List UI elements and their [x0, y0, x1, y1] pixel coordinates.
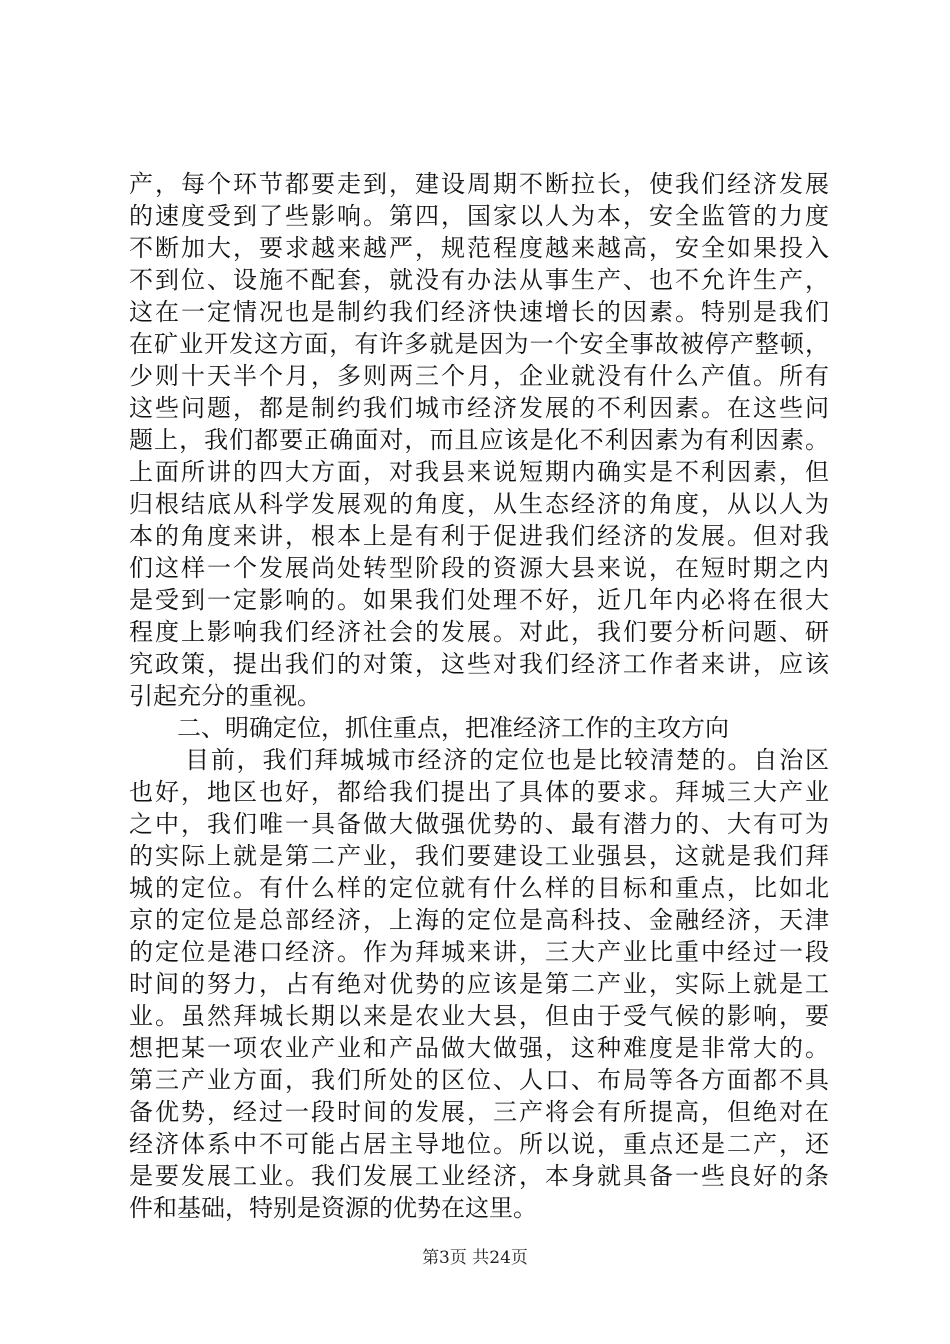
text-line: 归根结底从科学发展观的角度，从生态经济的角度，从以人为: [129, 490, 829, 518]
text-line: 是受到一定影响的。如果我们处理不好，近几年内必将在很大: [129, 586, 829, 614]
text-line: 目前，我们拜城城市经济的定位也是比较清楚的。自治区: [185, 746, 829, 774]
text-line: 第三产业方面，我们所处的区位、人口、布局等各方面都不具: [129, 1066, 829, 1094]
text-line: 究政策，提出我们的对策，这些对我们经济工作者来讲，应该: [129, 650, 829, 678]
text-line: 上面所讲的四大方面，对我县来说短期内确实是不利因素，但: [129, 458, 829, 486]
text-line: 城的定位。有什么样的定位就有什么样的目标和重点，比如北: [129, 874, 829, 902]
text-line: 引起充分的重视。: [129, 682, 321, 710]
text-line: 是要发展工业。我们发展工业经济，本身就具备一些良好的条: [129, 1162, 829, 1190]
text-line: 京的定位是总部经济，上海的定位是高科技、金融经济，天津: [129, 906, 829, 934]
text-line: 题上，我们都要正确面对，而且应该是化不利因素为有利因素。: [129, 426, 829, 454]
text-line: 件和基础，特别是资源的优势在这里。: [129, 1194, 537, 1222]
text-line: 不到位、设施不配套，就没有办法从事生产、也不允许生产，: [129, 266, 829, 294]
text-line: 时间的努力，占有绝对优势的应该是第二产业，实际上就是工: [129, 970, 829, 998]
text-line: 这在一定情况也是制约我们经济快速增长的因素。特别是我们: [129, 298, 829, 326]
paragraph: [129, 168, 829, 712]
text-line: 不断加大，要求越来越严，规范程度越来越高，安全如果投入: [129, 234, 829, 262]
page-number: 第3页 共24页: [422, 1248, 528, 1268]
text-line: 少则十天半个月，多则两三个月，企业就没有什么产值。所有: [129, 362, 829, 390]
text-line: 的定位是港口经济。作为拜城来讲，三大产业比重中经过一段: [129, 938, 829, 966]
text-line: 的实际上就是第二产业，我们要建设工业强县，这就是我们拜: [129, 842, 829, 870]
text-line: 们这样一个发展尚处转型阶段的资源大县来说，在短时期之内: [129, 554, 829, 582]
text-line: 程度上影响我们经济社会的发展。对此，我们要分析问题、研: [129, 618, 829, 646]
text-line: 这些问题，都是制约我们城市经济发展的不利因素。在这些问: [129, 394, 829, 422]
text-line: 想把某一项农业产业和产品做大做强，这种难度是非常大的。: [129, 1034, 829, 1062]
text-line: 备优势，经过一段时间的发展，三产将会有所提高，但绝对在: [129, 1098, 829, 1126]
text-line: 的速度受到了些影响。第四，国家以人为本，安全监管的力度: [129, 202, 829, 230]
text-line: 产，每个环节都要走到，建设周期不断拉长，使我们经济发展: [129, 170, 829, 198]
document-body: [129, 168, 829, 1224]
text-line: 也好，地区也好，都给我们提出了具体的要求。拜城三大产业: [129, 778, 829, 806]
text-line: 本的角度来讲，根本上是有利于促进我们经济的发展。但对我: [129, 522, 829, 550]
text-line: 之中，我们唯一具备做大做强优势的、最有潜力的、大有可为: [129, 810, 829, 838]
text-line: 经济体系中不可能占居主导地位。所以说，重点还是二产，还: [129, 1130, 829, 1158]
paragraph: [129, 744, 829, 1224]
text-line: 在矿业开发这方面，有许多就是因为一个安全事故被停产整顿，: [129, 330, 829, 358]
section-heading: 二、明确定位，抓住重点，把准经济工作的主攻方向: [177, 714, 729, 742]
text-line: 业。虽然拜城长期以来是农业大县，但由于受气候的影响，要: [129, 1002, 829, 1030]
